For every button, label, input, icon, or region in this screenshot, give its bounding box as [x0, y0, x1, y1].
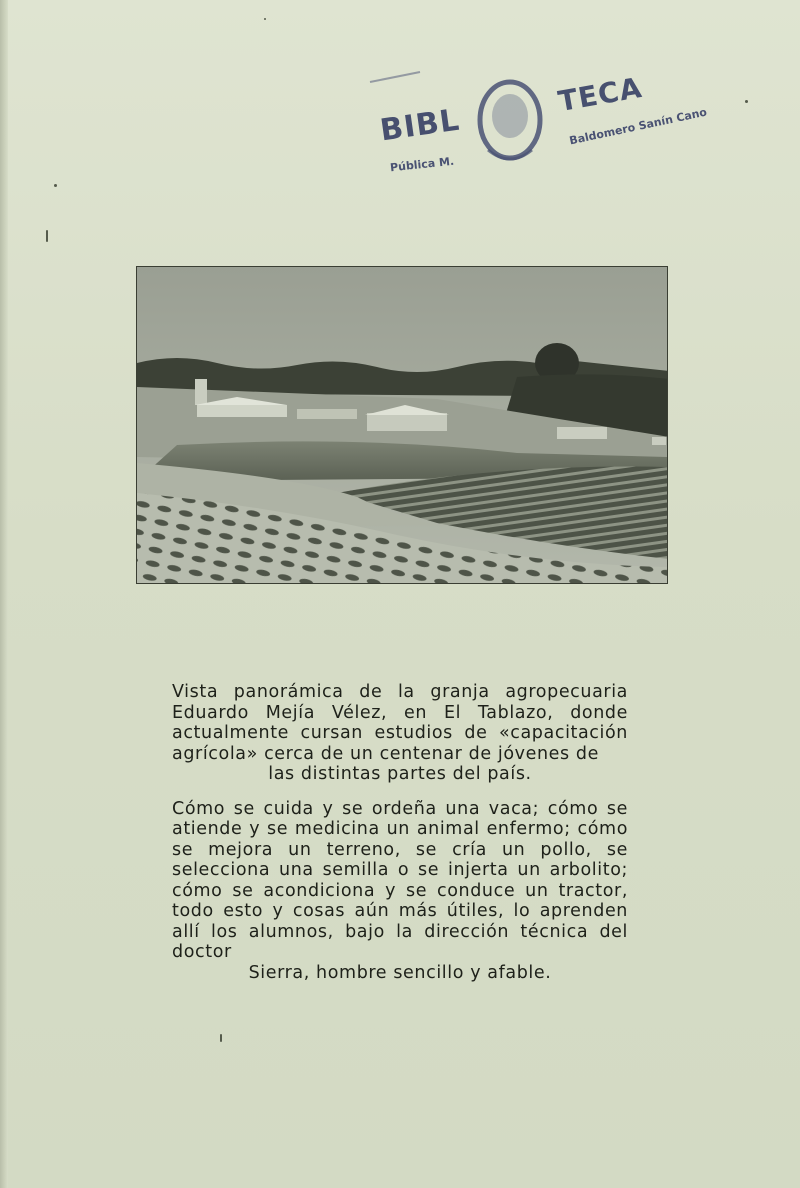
- caption-paragraph-1-last-line: las distintas partes del país.: [268, 764, 532, 784]
- caption-paragraph-2-text: Cómo se cuida y se ordeña una vaca; cómo se atiende y se medicina un animal enfermo; cómo se mejora un terreno, se cría un pollo, se selecciona una semilla o se injerta un arbolito; cómo se acondiciona y se conduce un tractor, todo esto y cosas aún más útiles, lo aprenden allí los alumnos, bajo la dirección técnica del doctor: [172, 798, 628, 962]
- stamp-text-left: BIBL: [377, 102, 463, 149]
- library-stamp: [360, 50, 720, 190]
- caption-paragraph-1-text: Vista panorámica de la granja agropecuaria Eduardo Mejía Vélez, en El Tablazo, donde actualmente cursan estudios de «capacitación agrícola» cerca de un centenar de jóvenes de: [172, 682, 628, 764]
- scan-speck: [745, 100, 748, 103]
- stamp-subtext-left: Pública M.: [389, 154, 455, 175]
- caption-paragraph-2-last-line: Sierra, hombre sencillo y afable.: [248, 962, 552, 983]
- scan-speck: [54, 184, 57, 187]
- photo-caption: [172, 682, 628, 983]
- stamp-text-right: TECA: [555, 70, 645, 119]
- scan-speck: [264, 18, 266, 20]
- farm-photograph: [136, 266, 668, 584]
- farm-panorama-image: [137, 267, 668, 584]
- page-edge: [0, 0, 8, 1188]
- caption-paragraph-2: [172, 799, 628, 984]
- scan-speck: [46, 230, 48, 242]
- caption-paragraph-1: [172, 682, 628, 785]
- scan-speck: [220, 1034, 222, 1042]
- stamp-subtext-right: Baldomero Sanín Cano: [568, 105, 709, 148]
